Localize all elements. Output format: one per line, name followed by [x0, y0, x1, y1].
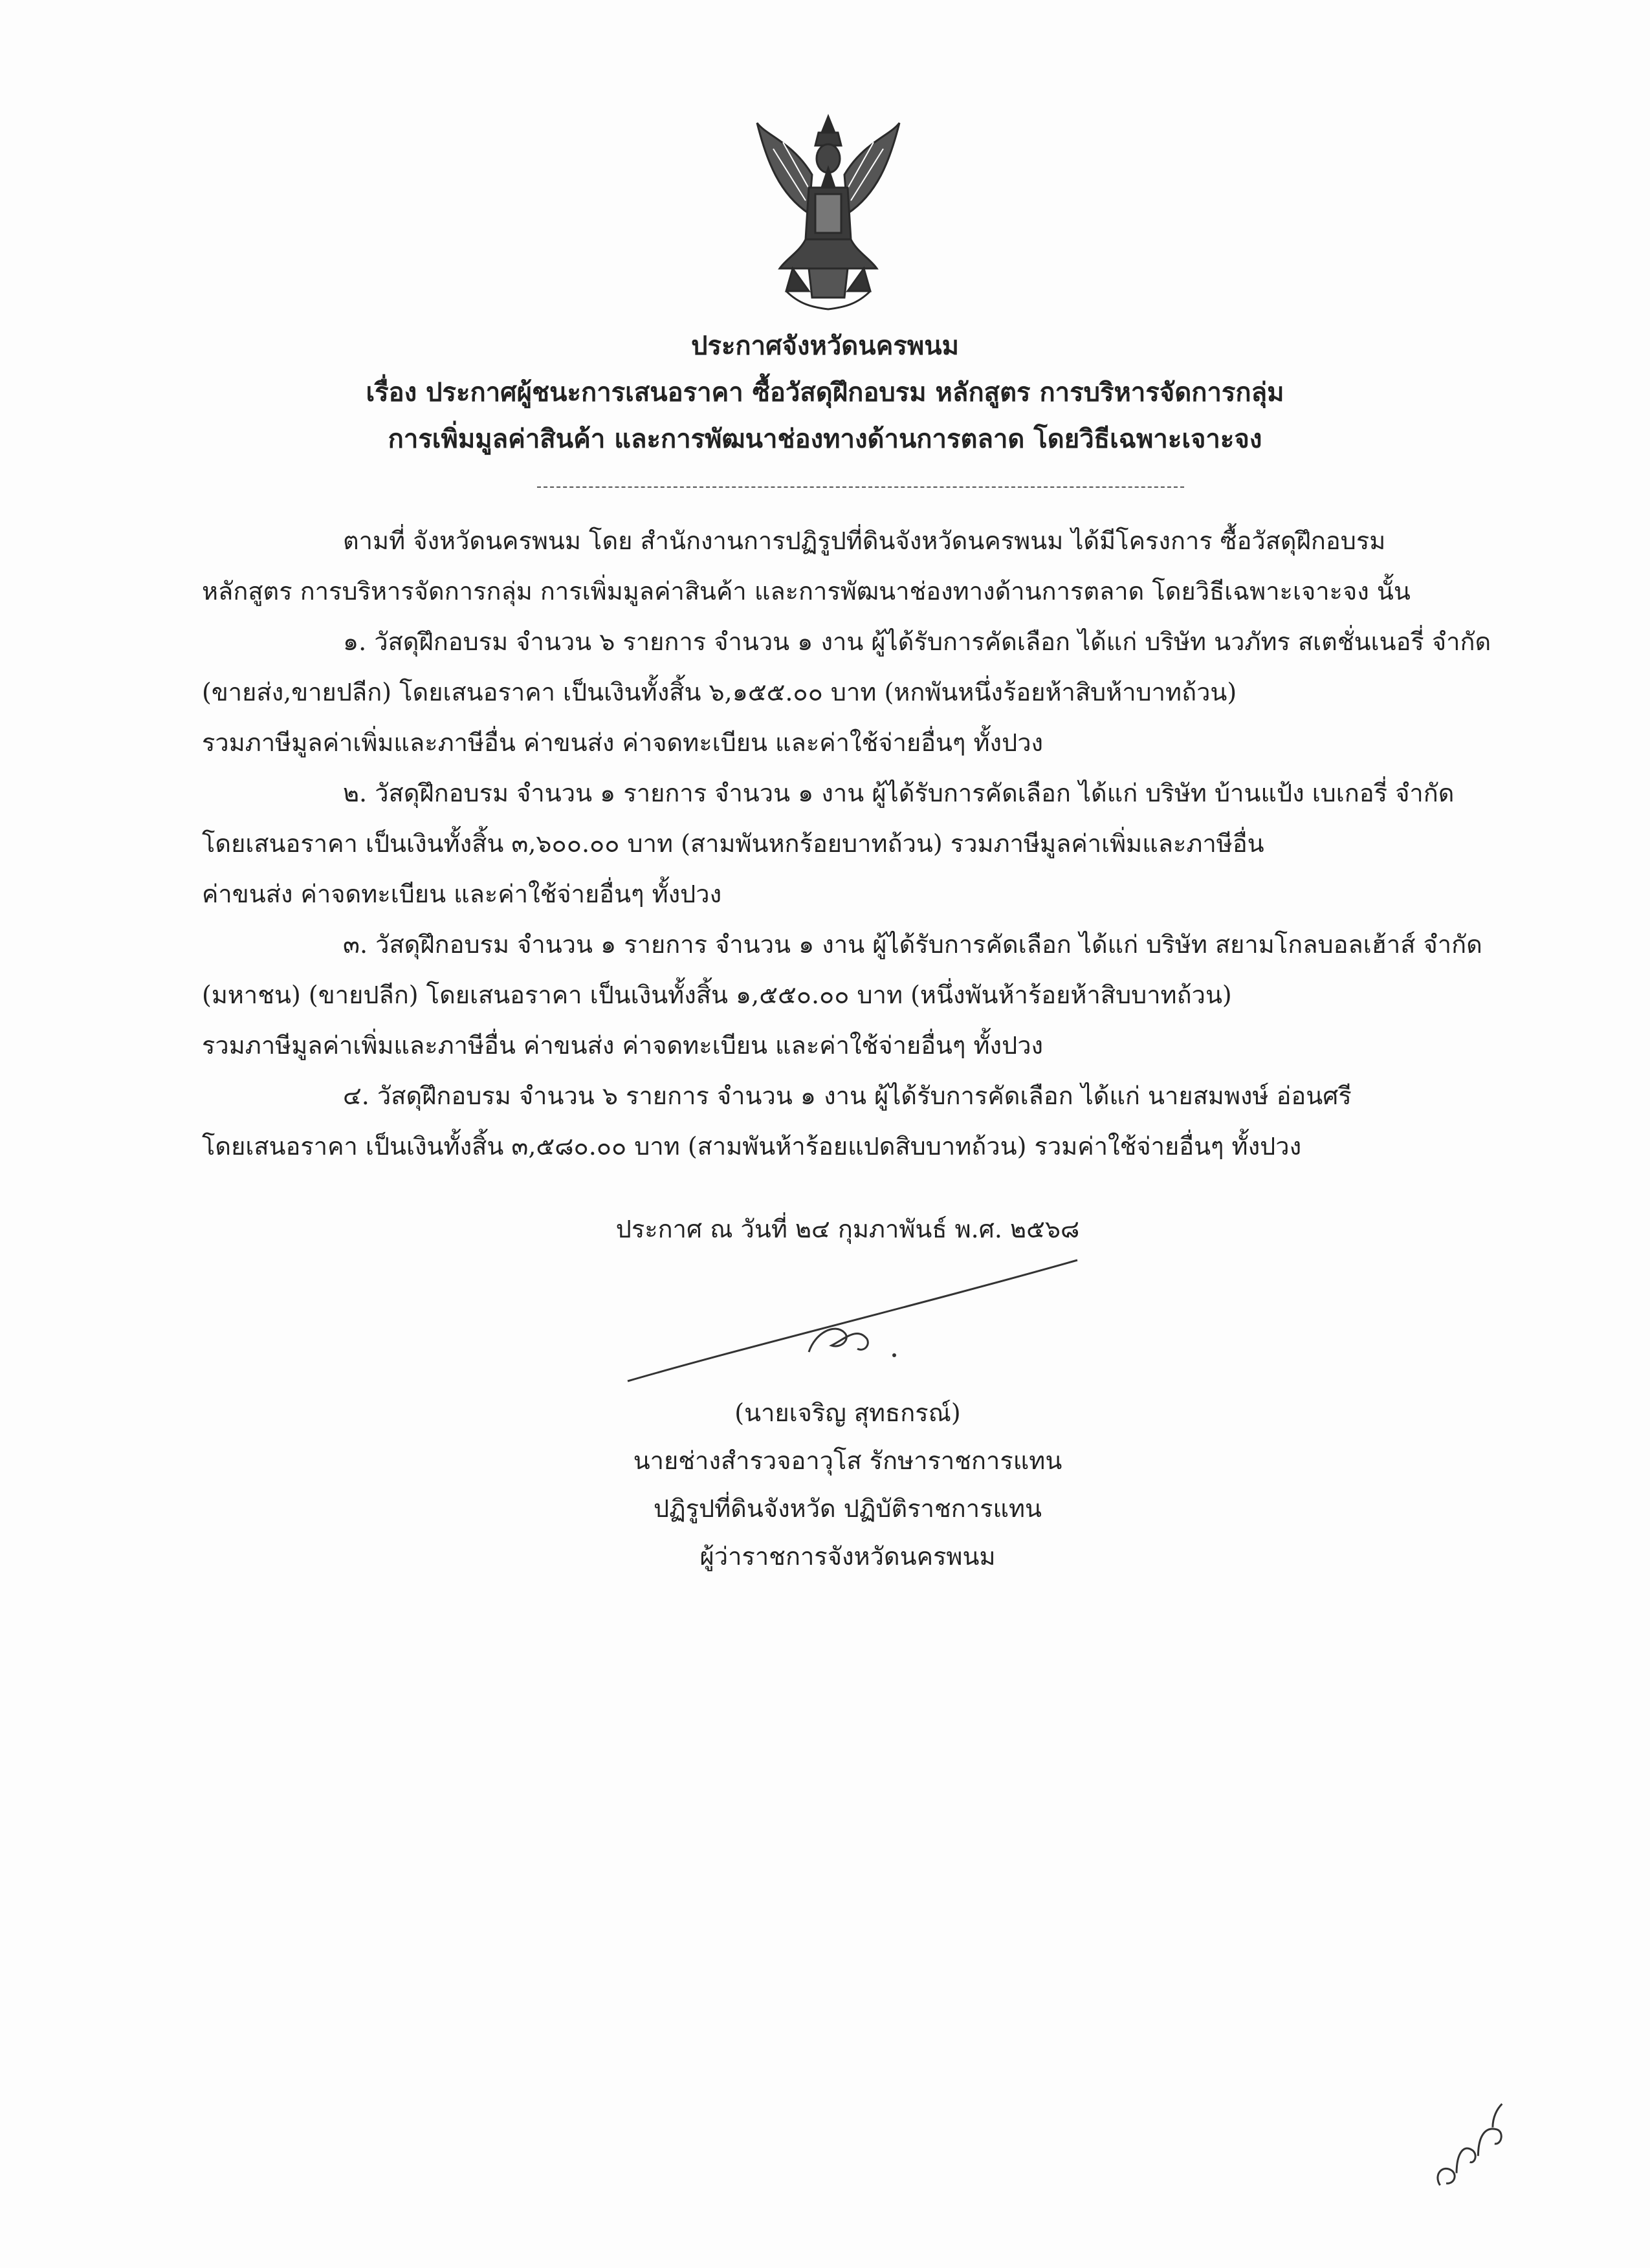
- item-1-line-2: (ขายส่ง,ขายปลีก) โดยเสนอราคา เป็นเงินทั้งสิ้น ๖,๑๕๕.๐๐ บาท (หกพันหนึ่งร้อยห้าสิบห้าบาทถ้วน): [202, 678, 1237, 706]
- item-3-line-1: ๓. วัสดุฝึกอบรม จำนวน ๑ รายการ จำนวน ๑ งาน ผู้ได้รับการคัดเลือก ได้แก่ บริษัท สยามโกลบอลเฮ้าส์ จำกัด: [343, 930, 1482, 959]
- intro-line-1: ตามที่ จังหวัดนครพนม โดย สำนักงานการปฏิรูปที่ดินจังหวัดนครพนม ได้มีโครงการ ซื้อวัสดุฝึกอบรม: [343, 527, 1386, 555]
- item-2-line-3: ค่าขนส่ง ค่าจดทะเบียน และค่าใช้จ่ายอื่นๆ ทั้งปวง: [202, 880, 722, 908]
- header-divider: [537, 486, 1184, 488]
- item-2-line-2: โดยเสนอราคา เป็นเงินทั้งสิ้น ๓,๖๐๐.๐๐ บาท (สามพันหกร้อยบาทถ้วน) รวมภาษีมูลค่าเพิ่มและภาษีอื่น: [202, 829, 1264, 858]
- announcement-title: ประกาศจังหวัดนครพนม: [691, 331, 959, 361]
- signatory-position-3: ผู้ว่าราชการจังหวัดนครพนม: [699, 1542, 996, 1571]
- signatory-position-2: ปฏิรูปที่ดินจังหวัด ปฏิบัติราชการแทน: [653, 1494, 1042, 1523]
- signatory-position-1: นายช่างสำรวจอาวุโส รักษาราชการแทน: [633, 1446, 1062, 1475]
- item-1-line-1: ๑. วัสดุฝึกอบรม จำนวน ๖ รายการ จำนวน ๑ งาน ผู้ได้รับการคัดเลือก ได้แก่ บริษัท นวภัทร สเตชั่นเนอรี่ จำกัด: [343, 627, 1491, 656]
- item-3-line-3: รวมภาษีมูลค่าเพิ่มและภาษีอื่น ค่าขนส่ง ค่าจดทะเบียน และค่าใช้จ่ายอื่นๆ ทั้งปวง: [202, 1031, 1044, 1060]
- item-4-line-1: ๔. วัสดุฝึกอบรม จำนวน ๖ รายการ จำนวน ๑ งาน ผู้ได้รับการคัดเลือก ได้แก่ นายสมพงษ์ อ่อนศรี: [343, 1082, 1352, 1110]
- handwritten-initial-icon: [1417, 2102, 1527, 2193]
- subject-line-1: เรื่อง ประกาศผู้ชนะการเสนอราคา ซื้อวัสดุฝึกอบรม หลักสูตร การบริหารจัดการกลุ่ม: [366, 377, 1284, 408]
- garuda-emblem-icon: [747, 104, 909, 314]
- announcement-date: ประกาศ ณ วันที่ ๒๔ กุมภาพันธ์ พ.ศ. ๒๕๖๘: [615, 1215, 1080, 1243]
- item-4-line-2: โดยเสนอราคา เป็นเงินทั้งสิ้น ๓,๕๘๐.๐๐ บาท (สามพันห้าร้อยแปดสิบบาทถ้วน) รวมค่าใช้จ่ายอื่นๆ ทั้งปวง: [202, 1132, 1302, 1161]
- handwritten-signature-icon: [621, 1242, 1087, 1397]
- subject-line-2: การเพิ่มมูลค่าสินค้า และการพัฒนาช่องทางด้านการตลาด โดยวิธีเฉพาะเจาะจง: [388, 424, 1262, 454]
- item-1-line-3: รวมภาษีมูลค่าเพิ่มและภาษีอื่น ค่าขนส่ง ค่าจดทะเบียน และค่าใช้จ่ายอื่นๆ ทั้งปวง: [202, 728, 1044, 757]
- item-3-line-2: (มหาชน) (ขายปลีก) โดยเสนอราคา เป็นเงินทั้งสิ้น ๑,๕๕๐.๐๐ บาท (หนึ่งพันห้าร้อยห้าสิบบาทถ้วน): [202, 981, 1232, 1009]
- item-2-line-1: ๒. วัสดุฝึกอบรม จำนวน ๑ รายการ จำนวน ๑ งาน ผู้ได้รับการคัดเลือก ได้แก่ บริษัท บ้านแป้ง เบเกอรี่ จำกัด: [343, 779, 1455, 807]
- intro-line-2: หลักสูตร การบริหารจัดการกลุ่ม การเพิ่มมูลค่าสินค้า และการพัฒนาช่องทางด้านการตลาด โดยวิธีเฉพาะเจาะจง นั้น: [202, 577, 1411, 605]
- signatory-name: (นายเจริญ สุทธกรณ์): [734, 1399, 961, 1427]
